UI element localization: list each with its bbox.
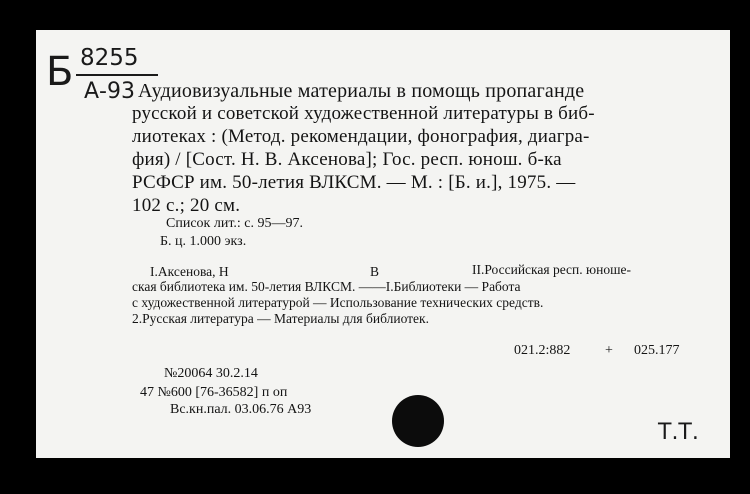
title-line-3: лиотеках : (Метод. рекомендации, фонография, диагра- bbox=[132, 126, 590, 147]
imprint-line-3: Вс.кн.пал. 03.06.76 А93 bbox=[170, 402, 312, 417]
catalog-card bbox=[36, 30, 730, 458]
imprint-line-2: 47 №600 [76-36582] п оп bbox=[140, 385, 288, 400]
imprint-line-1: №20064 30.2.14 bbox=[164, 366, 258, 381]
classification-plus: + bbox=[605, 343, 613, 358]
tracing-line-3: с художественной литературой — Использование технических средств. bbox=[132, 295, 544, 310]
classification-code: 021.2:882 bbox=[514, 343, 571, 358]
tracing-author: I.Аксенова, Н bbox=[150, 264, 229, 279]
tracing-line-4: 2.Русская литература — Материалы для библиотек. bbox=[132, 311, 429, 326]
title-line-4: фия) / [Сост. Н. В. Аксенова]; Гос. респ. юнош. б-ка bbox=[132, 149, 562, 170]
title-line-5: РСФСР им. 50-летия ВЛКСМ. — М. : [Б. и.], 1975. — bbox=[132, 172, 576, 193]
tracing-line-2: ская библиотека им. 50-летия ВЛКСМ. ——I.Библиотеки — Работа bbox=[132, 279, 521, 294]
call-number-divider bbox=[76, 74, 158, 76]
title-line-2: русской и советской художественной литературы в биб- bbox=[132, 103, 595, 124]
tracing-corporate: II.Российская респ. юноше- bbox=[472, 262, 631, 277]
punch-hole bbox=[392, 395, 444, 447]
classification-code-secondary: 025.177 bbox=[634, 343, 680, 358]
shelf-mark: А-93 bbox=[84, 79, 135, 104]
call-number-prefix: Б bbox=[46, 49, 74, 95]
call-number: 8255 bbox=[80, 45, 139, 71]
bibliography-note: Список лит.: с. 95—97. bbox=[166, 216, 303, 231]
handwritten-initials: Т.Т. bbox=[658, 420, 699, 445]
title-line-6: 102 с.; 20 см. bbox=[132, 195, 241, 216]
tracing-author-initial: В bbox=[370, 264, 380, 279]
title-line-1: Аудиовизуальные материалы в помощь пропаганде bbox=[138, 80, 585, 102]
price-note: Б. ц. 1.000 экз. bbox=[160, 234, 247, 249]
